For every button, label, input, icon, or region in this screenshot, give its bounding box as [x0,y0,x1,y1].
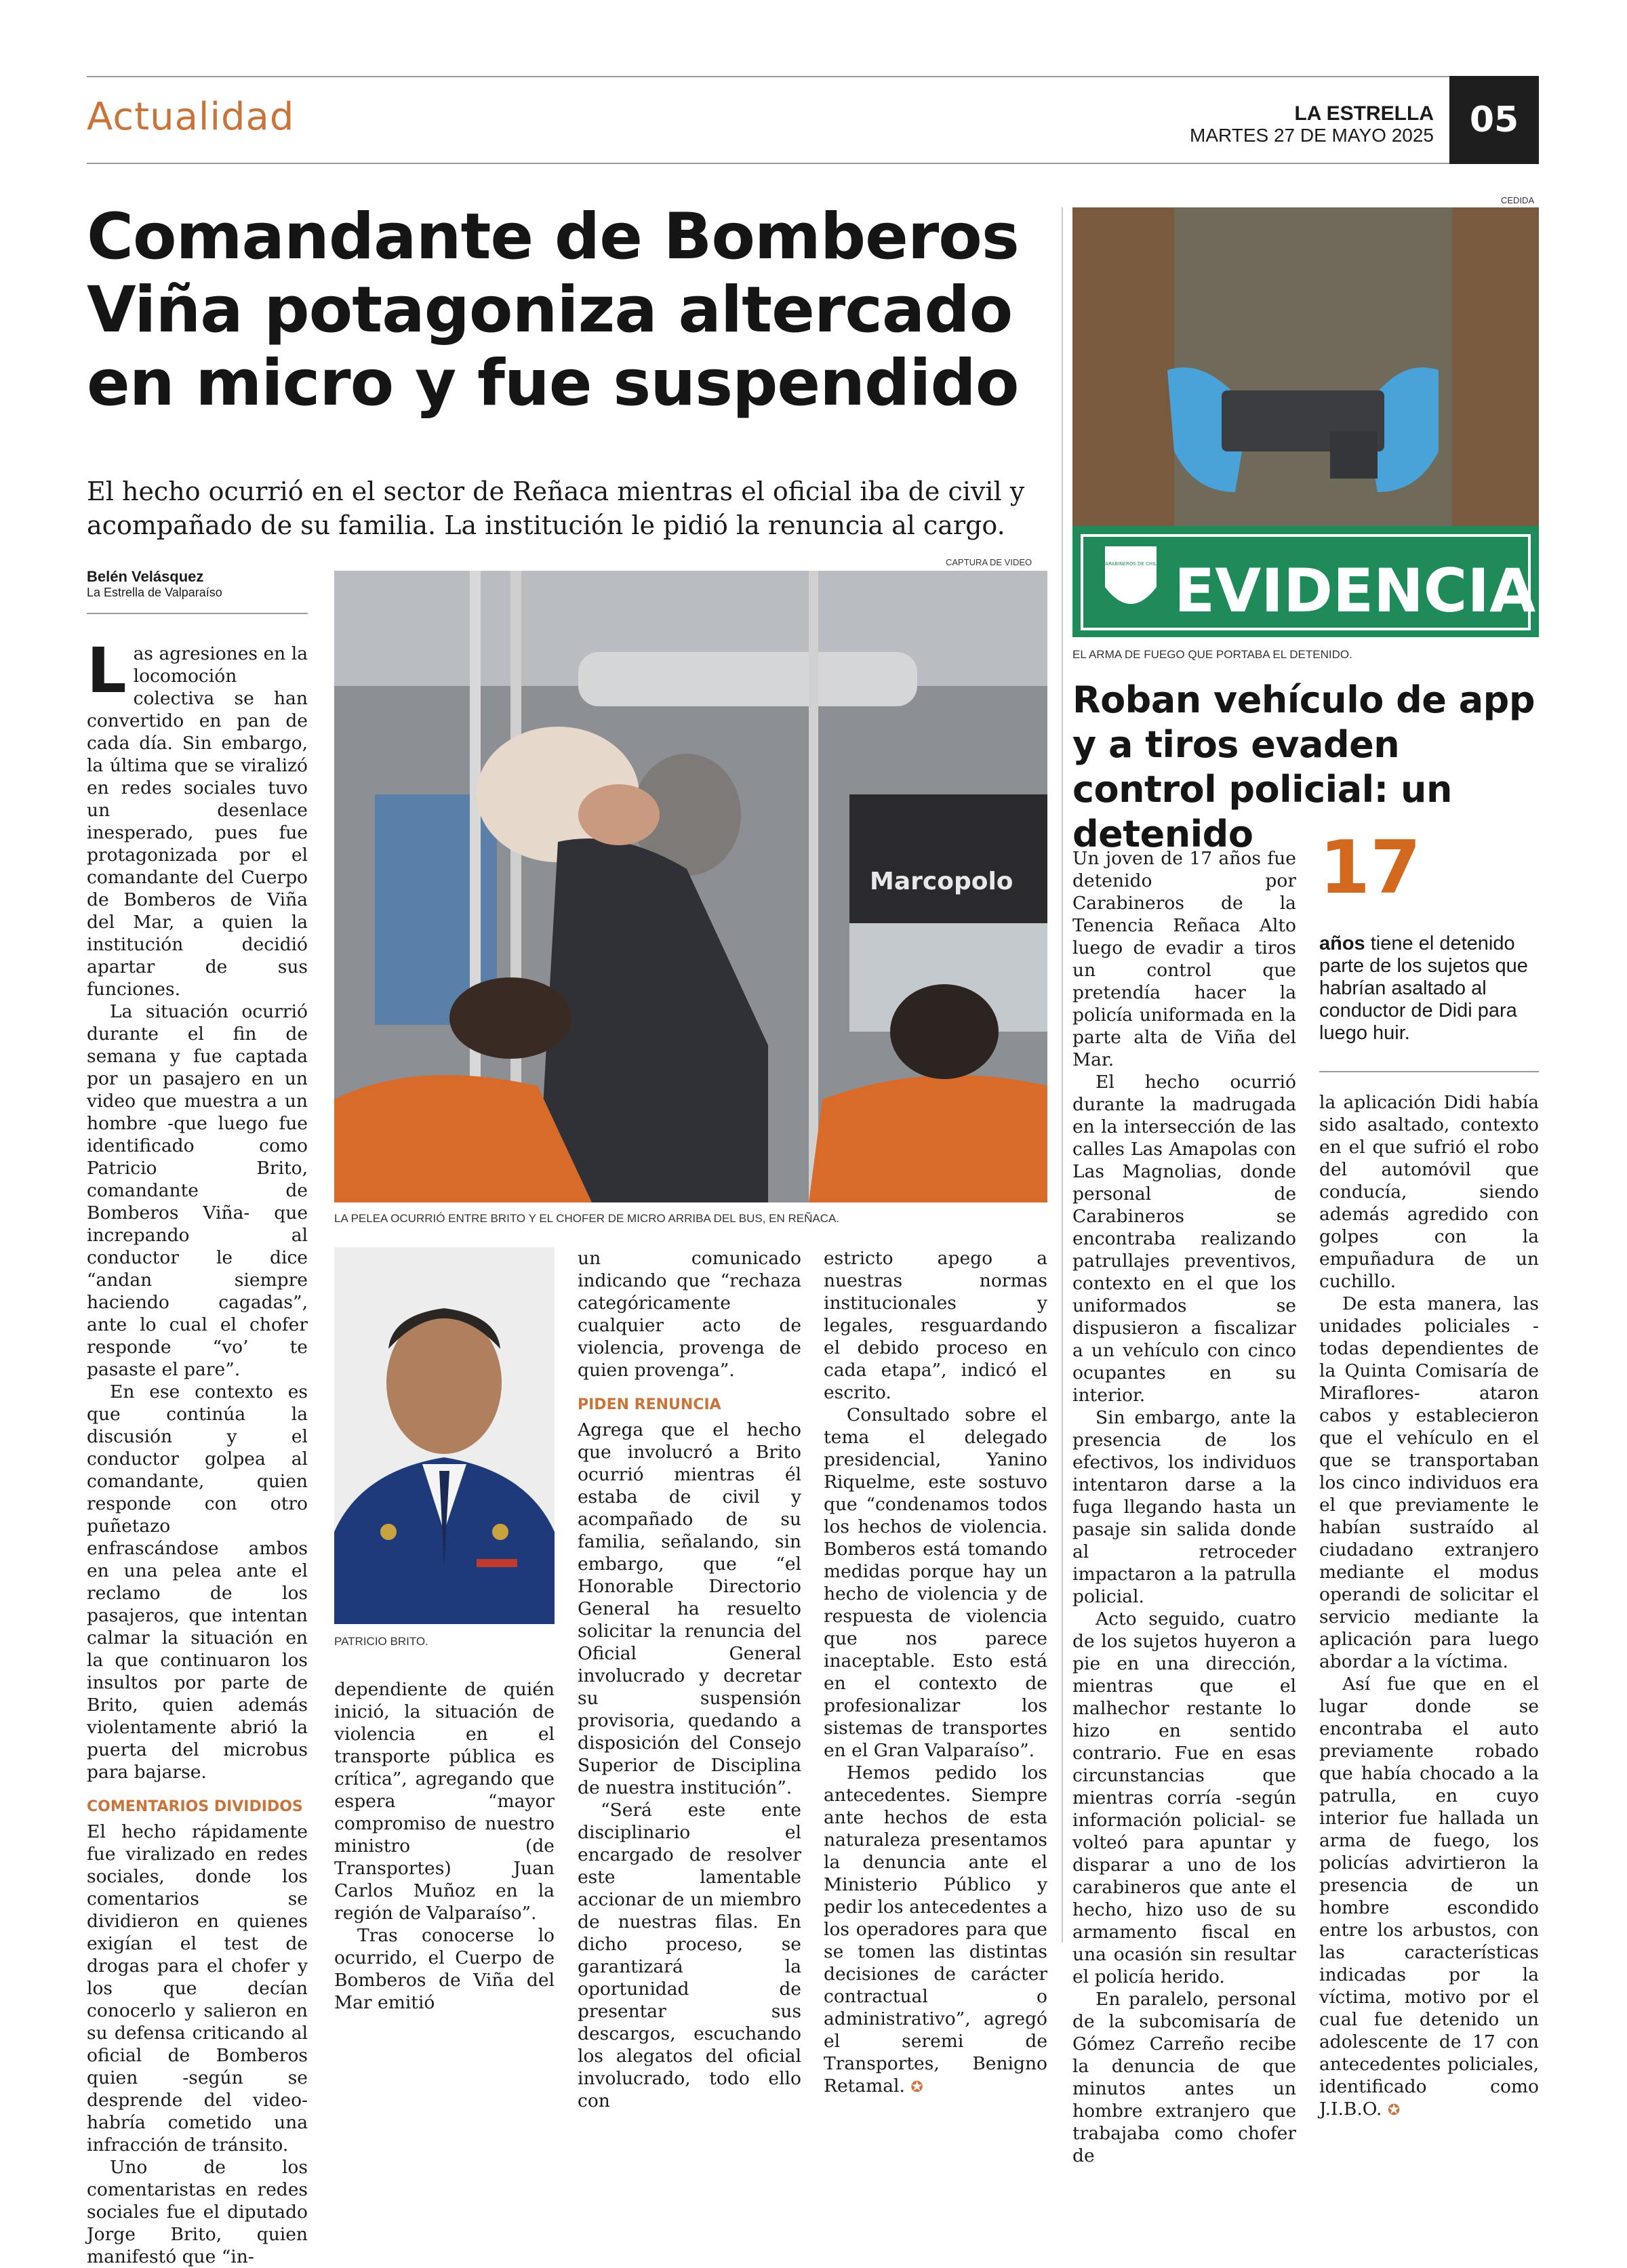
drop-cap: L [87,634,127,707]
article-paragraph: un comunicado indicando que “rechaza categóricamente cualquier acto de violencia, provenga de quien provenga”. [578,1248,801,1381]
evidence-sign-text: EVIDENCIA [1174,556,1536,626]
badge-text: CARABINEROS DE CHILE [1102,561,1160,567]
publication-name: La Estrella de Valparaíso [87,586,222,599]
masthead [1190,103,1434,146]
article-column-2 [334,1678,555,2014]
bus-fight-photo [334,571,1047,1202]
article-paragraph: El hecho rápidamente fue viralizado en redes sociales, donde los comentarios se dividieron en quienes exigían el test de drogas para el chofer y los que decían conocerlo y salieron en su defensa criticando al oficial de Bomberos quien -según se desprende del video- habría cometido una infracción de tránsito. [87,1821,308,2155]
evidence-photo [1072,207,1539,637]
article-paragraph: dependiente de quién inició, la situación de violencia en el transporte pública es crítica”, agregando que espera “mayor compromiso de nuestro ministro (de Transportes) Juan Carlos Muñoz en la región de Valparaíso”. [334,1679,555,1924]
article-paragraph: En ese contexto es que continúa la discusión y el conductor golpea al comandante, quien responde con otro puñetazo enfrascándose ambos en una pelea ante el reclamo de los pasajeros, que intentan calmar la situación en la que continuaron los insultos por parte de Brito, quien además violentamente abrió la puerta del microbus para bajarse. [87,1381,308,1783]
portrait-photo [334,1247,555,1624]
article-paragraph: Hemos pedido los antecedentes. Siempre ante hechos de esta naturaleza presentamos la denuncia ante el Ministerio Público y pedir los antecedentes a los operadores para que se tomen las distintas decisiones de carácter contractual o administrativo”, agregó el seremi de Transportes, Benigno Retamal. ✪ [824,1762,1047,2097]
bus-sign-text: Marcopolo [870,868,1013,895]
highlight-rule [1319,1071,1539,1072]
article-paragraph: “Será este ente disciplinario el encargado de resolver este lamentable accionar de un miembro de nuestras filas. En dicho proceso, se garantizará la oportunidad de presentar sus descargos, escuchando los alegatos del oficial involucrado, todo ello con [578,1800,801,2111]
newspaper-name: LA ESTRELLA [1294,102,1434,125]
article-paragraph: Tras conocerse lo ocurrido, el Cuerpo de Bomberos de Viña del Mar emitió [334,1925,555,2013]
highlight-number: 17 [1319,826,1422,910]
article-paragraph: Uno de los comentaristas en redes sociales fue el diputado Jorge Brito, quien manifestó que “in- [87,2157,308,2267]
page-number: 05 [1449,76,1539,164]
article-paragraph: Consultado sobre el tema el delegado presidencial, Yanino Riquelme, este sostuvo que “condenamos todos los hechos de violencia. Bomberos está tomando medidas porque hay un hecho de violencia y de respuesta de violencia que nos parece inaceptable. Esto está en el contexto de profesionalizar los sistemas de transportes en el Gran Valparaíso”. [824,1404,1047,1761]
column-divider [1062,207,1063,1943]
end-mark-icon: ✪ [910,2079,923,2096]
byline-rule [87,613,308,614]
top-rule [87,76,1538,77]
article-paragraph: Acto seguido, cuatro de los sujetos huyeron a pie en una dirección, mientras que el malhechor restante lo hizo en sentido contrario. Fue en esas circunstancias que mientras corría -según información policial- se volteó para apuntar y disparar a uno de los carabineros que ante el hecho, hizo uso de su armamento fiscal en una ocasión sin resultar el policía herido. [1072,1608,1296,1987]
article-column-3 [578,1247,801,2112]
article-paragraph: estricto apego a nuestras normas institucionales y legales, resguardando el debido proceso en cada etapa”, indicó el escrito. [824,1248,1047,1403]
article-column-4 [824,1247,1047,2099]
article-paragraph: Sin embargo, ante la presencia de los efectivos, los individuos intentaron darse a la fuga llegando hasta un pasaje sin salida donde al retroceder impactaron a la patrulla policial. [1072,1407,1296,1607]
article-paragraph: Un joven de 17 años fue detenido por Carabineros de la Tenencia Reñaca Alto luego de evadir a tiros un control que pretendía hacer la policía uniformada en la parte alta de Viña del Mar. [1072,848,1296,1070]
header-rule [87,163,1449,164]
evidence-caption: EL ARMA DE FUEGO QUE PORTABA EL DETENIDO. [1072,648,1352,661]
article-paragraph: Las agresiones en la locomoción colectiva se han convertido en pan de cada día. Sin embargo, la última que se viralizó en redes sociales tuvo un desenlace inesperado, pues fue protagonizada por el comandante del Cuerpo de Bomberos de Viña del Mar, a quien la institución decidió apartar de sus funciones. [87,634,308,1000]
article-paragraph: De esta manera, las unidades policiales -todas dependientes de la Quinta Comisaría de Miraflores- ataron cabos y establecieron que el vehículo en el que se transportaban los cinco individuos era el que previamente le habían sustraído al ciudadano extranjero mediante el modus operandi de solicitar el servicio mediante la aplicación para luego abordar a la víctima. [1319,1293,1539,1672]
sidebar-photo-credit: CEDIDA [1501,195,1535,205]
highlight-text: años tiene el detenido parte de los sujetos que habrían asaltado al conductor de Didi para luego huir. [1319,933,1528,1044]
article-headline: Comandante de Bomberos Viña potagoniza altercado en micro y fue suspendido [87,200,1019,420]
article-column-1 [87,634,308,2268]
sidebar-column-1 [1072,847,1296,2167]
article-paragraph: la aplicación Didi había sido asaltado, contexto en el que sufrió el robo del automóvil que conducía, siendo además agredido con golpes con la empuñadura de un cuchillo. [1319,1092,1539,1292]
article-paragraph: En paralelo, personal de la subcomisaría de Gómez Carreño recibe la denuncia de que minutos antes un hombre extranjero que trabajaba como chofer de [1072,1989,1296,2166]
article-paragraph: La situación ocurrió durante el fin de semana y fue captada por un pasajero en un video que muestra a un hombre -que luego fue identificado como Patricio Brito, comandante de Bomberos Viña- que increpando al conductor le dice “andan siempre haciendo cagadas”, ante lo cual el chofer responde “vo’ te pasaste el pare”. [87,1001,308,1380]
subhead-renuncia: PIDEN RENUNCIA [578,1396,721,1413]
article-paragraph: El hecho ocurrió durante la madrugada en la intersección de las calles Las Amapolas con Las Magnolias, donde personal de Carabineros se encontraba realizando patrullajes preventivos, contexto en el que los uniformados se dispusieron a fiscalizar a un vehículo con cinco ocupantes en su interior. [1072,1072,1296,1406]
portrait-caption: PATRICIO BRITO. [334,1635,428,1648]
article-paragraph: Agrega que el hecho que involucró a Brito ocurrió mientras él estaba de civil y acompañado de su familia, señalando, sin embargo, que “el Honorable Directorio General ha resuelto solicitar la renuncia del Oficial General involucrado y decretar su suspensión provisoria, quedando a disposición del Consejo Superior de Disciplina de nuestra institución”. [578,1419,801,1798]
sidebar-column-2 [1319,1091,1539,2122]
sidebar-headline: Roban vehículo de app y a tiros evaden control policial: un detenido [1072,679,1535,855]
section-label: Actualidad [87,95,295,139]
end-mark-icon: ✪ [1387,2102,1401,2119]
bus-photo-caption: LA PELEA OCURRIÓ ENTRE BRITO Y EL CHOFER DE MICRO ARRIBA DEL BUS, EN REÑACA. [334,1212,840,1225]
photo-credit: CAPTURA DE VIDEO [946,557,1032,567]
issue-date: MARTES 27 DE MAYO 2025 [1190,125,1434,146]
author-name: Belén Velásquez [87,568,204,585]
article-deck: El hecho ocurrió en el sector de Reñaca mientras el oficial iba de civil y acompañado de su familia. La institución le pidió la renuncia al cargo. [87,477,1025,540]
byline [87,568,310,600]
article-paragraph: Así fue que en el lugar donde se encontraba el auto previamente robado que había chocado a la patrulla, en cuyo interior fue hallada un arma de fuego, los policías advirtieron la presencia de un hombre escondido entre los arbustos, con las características indicadas por la víctima, motivo por el cual fue detenido un adolescente de 17 con antecedentes policiales, identificado como J.I.B.O. ✪ [1319,1674,1539,2120]
subhead-comentarios: COMENTARIOS DIVIDIDOS [87,1798,303,1815]
